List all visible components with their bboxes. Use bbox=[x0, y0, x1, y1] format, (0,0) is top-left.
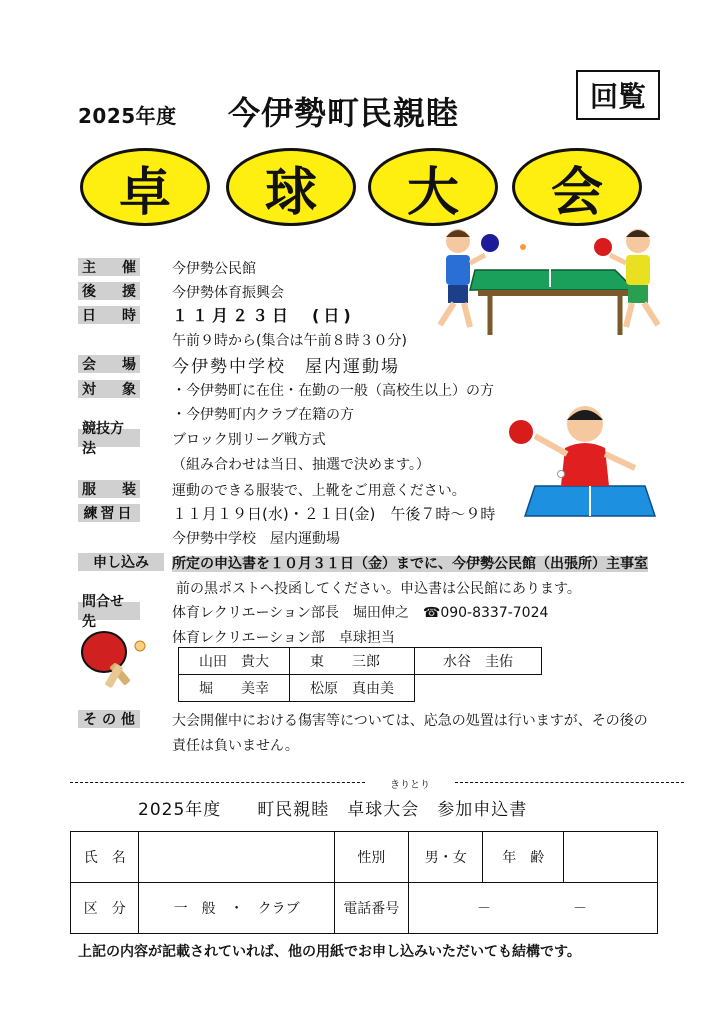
staff-name: 水谷 圭佑 bbox=[415, 648, 542, 675]
apply-line-2: 前の黒ポストへ投函してください。申込書は公民館にあります。 bbox=[176, 581, 581, 597]
cut-line-right bbox=[455, 782, 684, 783]
event-time: 午前９時から(集合は午前８時３０分) bbox=[172, 333, 407, 349]
sex-label: 性別 bbox=[334, 832, 408, 883]
target-label bbox=[78, 380, 140, 398]
contact-line-1: 体育レクリエーション部長 堀田伸之 ☎090-8337-7024 bbox=[172, 605, 549, 621]
name-label: 氏 名 bbox=[71, 832, 139, 883]
venue-value: 今伊勢中学校 屋内運動場 bbox=[172, 357, 400, 377]
contact-line-2: 体育レクリエーション部 卓球担当 bbox=[172, 630, 395, 646]
venue-label-a: 会 bbox=[82, 357, 96, 373]
form-year: 2025年度 bbox=[138, 800, 222, 820]
category-choice[interactable]: 一 般 ・ クラブ bbox=[139, 883, 334, 934]
venue-label-b: 場 bbox=[122, 357, 136, 373]
other-label: そ の 他 bbox=[78, 710, 140, 728]
practice-label: 練習日 bbox=[78, 504, 140, 522]
form-row-2 bbox=[71, 883, 658, 934]
apply-line-1-text: 所定の申込書を１０月３１日（金）までに、今伊勢公民館（出張所）主事室 bbox=[172, 556, 648, 572]
table-tennis-players-illustration bbox=[420, 215, 670, 340]
header-year: 2025年度 bbox=[78, 104, 177, 128]
age-field[interactable] bbox=[563, 832, 657, 883]
form-row-1 bbox=[71, 832, 658, 883]
practice-place: 今伊勢中学校 屋内運動場 bbox=[172, 531, 340, 547]
sponsor-label-a: 後 bbox=[82, 284, 96, 300]
paddle-icon bbox=[80, 628, 150, 690]
contact-label: 問合せ先 bbox=[78, 602, 140, 620]
footer-note: 上記の内容が記載されていれば、他の用紙でお申し込みいただいても結構です。 bbox=[78, 944, 581, 960]
apply-line-1 bbox=[172, 553, 648, 573]
form-heading: 町民親睦 卓球大会 参加申込書 bbox=[257, 800, 528, 820]
staff-row bbox=[179, 675, 542, 702]
dress-label-a: 服 bbox=[82, 482, 96, 498]
title-char-4: 会 bbox=[512, 148, 642, 226]
title-char-1: 卓 bbox=[80, 148, 210, 226]
sex-choice[interactable]: 男・女 bbox=[408, 832, 483, 883]
title-char-3: 大 bbox=[368, 148, 498, 226]
staff-name: 松原 真由美 bbox=[290, 675, 415, 702]
phone-label: 電話番号 bbox=[334, 883, 408, 934]
format-line-2: （組み合わせは当日、抽選で決めます。） bbox=[172, 457, 430, 473]
circulation-stamp: 回覧 bbox=[576, 70, 660, 120]
staff-name: 東 三郎 bbox=[290, 648, 415, 675]
apply-label: 申し込み bbox=[78, 553, 164, 571]
organizer-label-b: 催 bbox=[122, 260, 136, 276]
dress-label-b: 装 bbox=[122, 482, 136, 498]
staff-name: 堀 美幸 bbox=[179, 675, 290, 702]
category-label: 区 分 bbox=[71, 883, 139, 934]
sponsor-value: 今伊勢体育振興会 bbox=[172, 285, 284, 301]
event-subtitle: 今伊勢町民親睦 bbox=[228, 94, 460, 132]
target-line-1: ・今伊勢町に在住・在勤の一般（高校生以上）の方 bbox=[172, 383, 494, 399]
date-label bbox=[78, 306, 140, 324]
application-form-table bbox=[70, 831, 658, 934]
cut-label: きりとり bbox=[390, 780, 430, 791]
other-line-2: 責任は負いません。 bbox=[172, 738, 299, 754]
sponsor-label bbox=[78, 282, 140, 300]
format-line-1: ブロック別リーグ戦方式 bbox=[172, 432, 326, 448]
organizer-value: 今伊勢公民館 bbox=[172, 261, 256, 277]
title-char-2: 球 bbox=[226, 148, 356, 226]
cut-line-left bbox=[70, 782, 365, 783]
target-label-a: 対 bbox=[82, 382, 96, 398]
format-label: 競技方法 bbox=[78, 429, 140, 447]
organizer-label-a: 主 bbox=[82, 260, 96, 276]
form-title bbox=[138, 795, 527, 820]
age-label: 年 齢 bbox=[483, 832, 563, 883]
organizer-label bbox=[78, 258, 140, 276]
player-swinging-illustration bbox=[505, 398, 660, 520]
dress-label bbox=[78, 480, 140, 498]
dress-value: 運動のできる服装で、上靴をご用意ください。 bbox=[172, 483, 466, 499]
target-line-2: ・今伊勢町内クラブ在籍の方 bbox=[172, 407, 354, 423]
phone-field[interactable]: － － bbox=[408, 883, 657, 934]
name-field[interactable] bbox=[139, 832, 334, 883]
empty-cell bbox=[415, 675, 542, 702]
venue-label bbox=[78, 355, 140, 373]
cut-line bbox=[70, 776, 684, 791]
practice-date: １１月１９日(水)・２１日(金) 午後７時～９時 bbox=[172, 505, 496, 523]
target-label-b: 象 bbox=[122, 382, 136, 398]
date-label-b: 時 bbox=[122, 308, 136, 324]
sponsor-label-b: 援 bbox=[122, 284, 136, 300]
other-line-1: 大会開催中における傷害等については、応急の処置は行いますが、その後の bbox=[172, 713, 648, 729]
staff-row bbox=[179, 648, 542, 675]
staff-name: 山田 貴大 bbox=[179, 648, 290, 675]
event-date: １１月２３日 (日) bbox=[172, 306, 355, 325]
date-label-a: 日 bbox=[82, 308, 96, 324]
staff-table bbox=[178, 647, 542, 702]
